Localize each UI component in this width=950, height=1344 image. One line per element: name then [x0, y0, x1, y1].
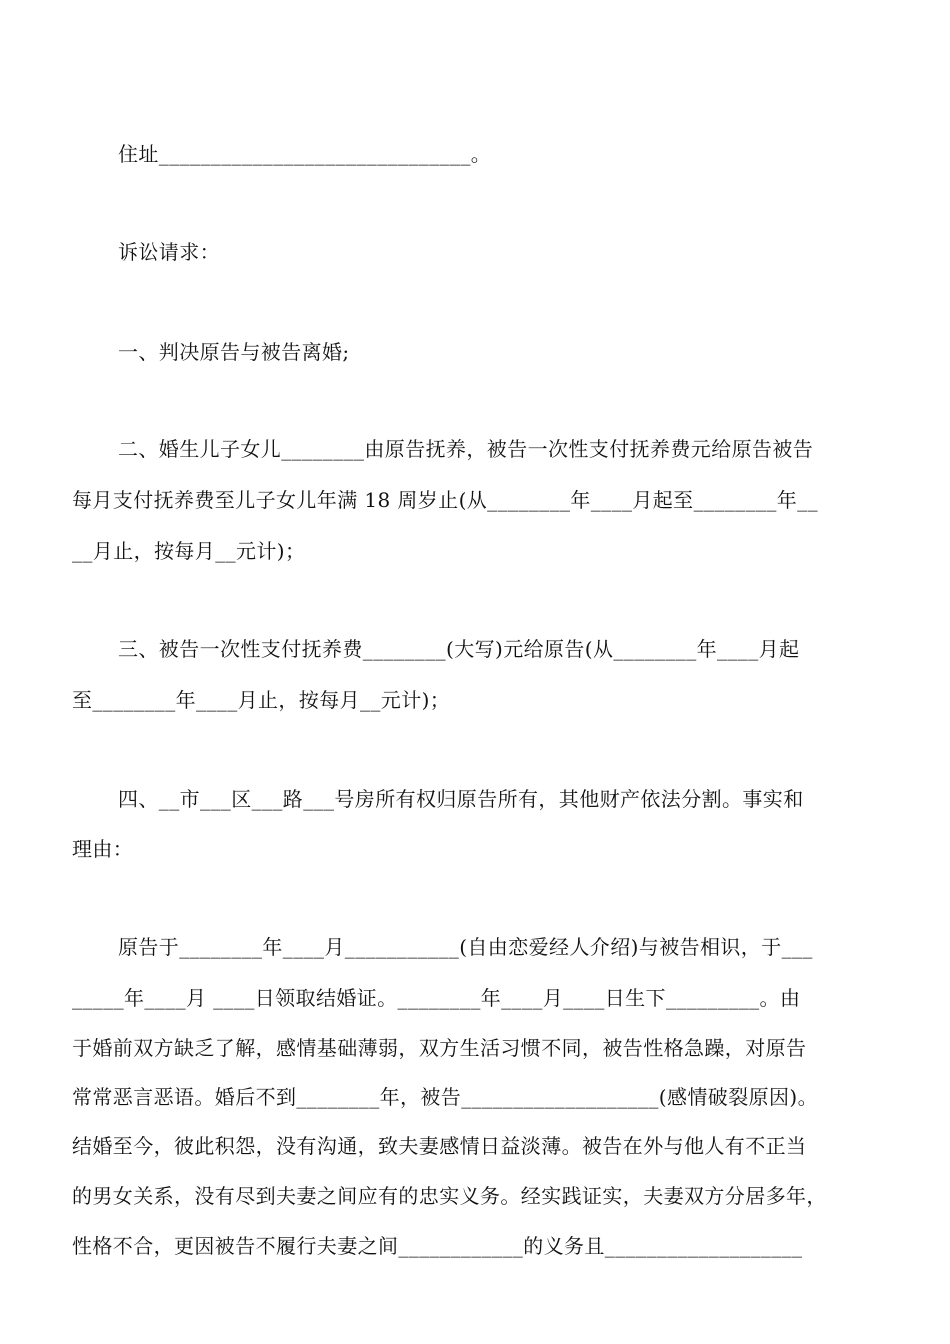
facts-line-2: _____年____月 ____日领取结婚证。________年____月____日生下_________。由: [72, 986, 801, 1010]
claims-heading: 诉讼请求：: [118, 240, 220, 264]
claim-2-line-1: 二、婚生儿子女儿________由原告抚养，被告一次性支付抚养费元给原告被告: [118, 437, 814, 461]
facts-line-5: 结婚至今，彼此积怨，没有沟通，致夫妻感情日益淡薄。被告在外与他人有不正当: [72, 1134, 807, 1158]
facts-line-6: 的男女关系，没有尽到夫妻之间应有的忠实义务。经实践证实，夫妻双方分居多年，: [72, 1184, 827, 1208]
claim-3-line-2: 至________年____月止，按每月__元计)；: [72, 688, 451, 712]
facts-line-4: 常常恶言恶语。婚后不到________年，被告___________________(感情破裂原因)。: [72, 1085, 819, 1109]
facts-line-1: 原告于________年____月___________(自由恋爱经人介绍)与被告相识，于___: [118, 935, 813, 959]
address-line: 住址______________________________。: [118, 142, 492, 166]
claim-4-line-1: 四、__市___区___路___号房所有权归原告所有，其他财产依法分割。事实和: [118, 787, 804, 811]
claim-1-line: 一、判决原告与被告离婚;: [118, 340, 350, 364]
facts-line-7: 性格不合，更因被告不履行夫妻之间____________的义务且___________________: [72, 1234, 803, 1258]
claim-4-line-2: 理由：: [72, 837, 134, 861]
claim-2-line-3: __月止，按每月__元计)；: [72, 539, 306, 563]
claim-2-line-2: 每月支付抚养费至儿子女儿年满 18 周岁止(从________年____月起至________年__: [72, 488, 818, 512]
claim-3-line-1: 三、被告一次性支付抚养费________(大写)元给原告(从________年____月起: [118, 637, 800, 661]
facts-line-3: 于婚前双方缺乏了解，感情基础薄弱，双方生活习惯不同，被告性格急躁，对原告: [72, 1036, 807, 1060]
